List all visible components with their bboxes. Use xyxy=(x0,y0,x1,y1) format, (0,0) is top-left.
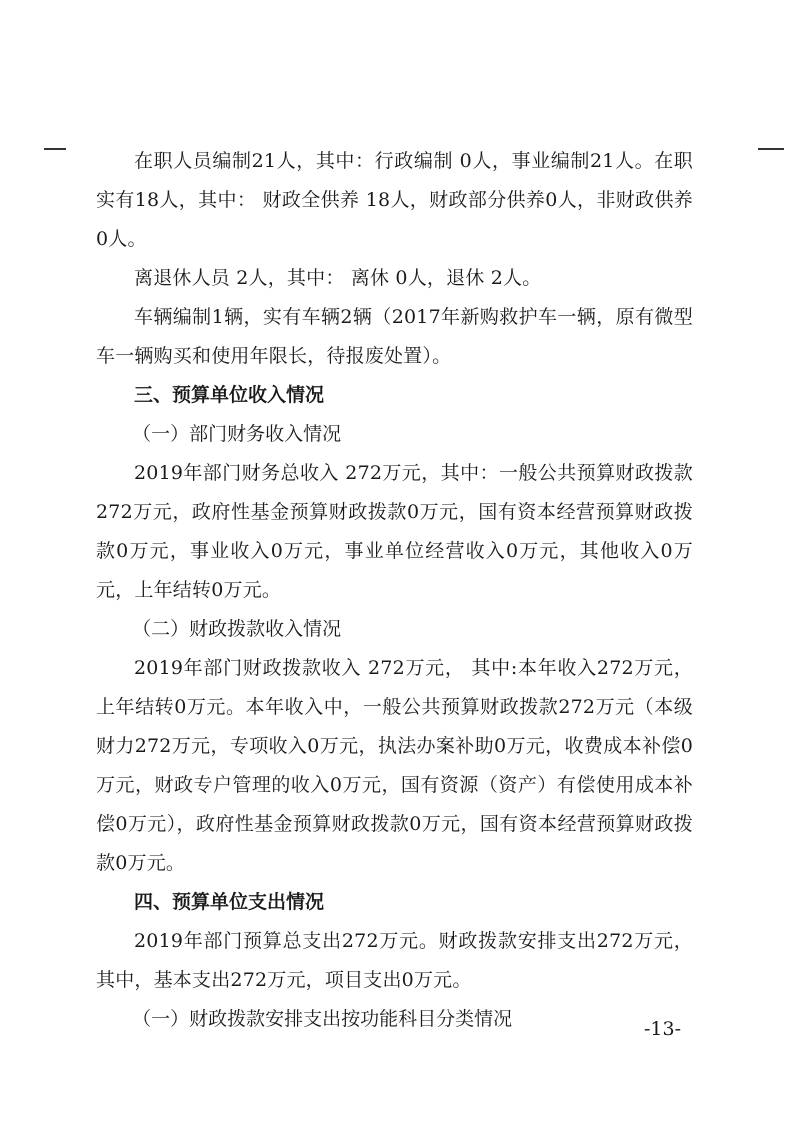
body-text xyxy=(96,142,693,1039)
paragraph-financial-income: 2019年部门财务总收入 272万元，其中：一般公共预算财政拨款272万元，政府性基金预算财政拨款0万元，国有资本经营预算财政拨款0万元，事业收入0万元，事业单位经营收入0万元，其他收入0万元，上年结转0万元。 xyxy=(96,462,693,601)
subheading-functional-classification: （一）财政拨款安排支出按功能科目分类情况 xyxy=(132,1008,513,1030)
paragraph-vehicles: 车辆编制1辆，实有车辆2辆（2017年新购救护车一辆，原有微型车一辆购买和使用年限长，待报废处置）。 xyxy=(96,306,693,367)
paragraph-expenditure: 2019年部门预算总支出272万元。财政拨款安排支出272万元，其中，基本支出272万元，项目支出0万元。 xyxy=(96,930,693,991)
subheading-appropriation-income: （二）财政拨款收入情况 xyxy=(132,618,342,640)
paragraph-staffing: 在职人员编制21人，其中：行政编制 0人，事业编制21人。在职实有18人，其中： 财政全供养 18人，财政部分供养0人，非财政供养0人。 xyxy=(96,150,693,250)
section-heading-expenditure: 四、预算单位支出情况 xyxy=(134,891,325,913)
binding-mark-right xyxy=(758,148,784,150)
subheading-financial-income: （一）部门财务收入情况 xyxy=(132,423,342,445)
page-number: -13- xyxy=(644,1018,682,1040)
paragraph-appropriation-income: 2019年部门财政拨款收入 272万元， 其中:本年收入272万元，上年结转0万元。本年收入中，一般公共预算财政拨款272万元（本级财力272万元，专项收入0万元，执法办案补助0万元，收费成本补偿0万元，财政专户管理的收入0万元，国有资源（资产）有偿使用成本补偿0万元），政府性基金预算财政拨款0万元，国有资本经营预算财政拨款0万元。 xyxy=(96,657,693,874)
section-heading-income: 三、预算单位收入情况 xyxy=(134,384,325,406)
binding-mark-left xyxy=(44,148,66,150)
paragraph-retirees: 离退休人员 2人，其中： 离休 0人，退休 2人。 xyxy=(134,267,542,289)
